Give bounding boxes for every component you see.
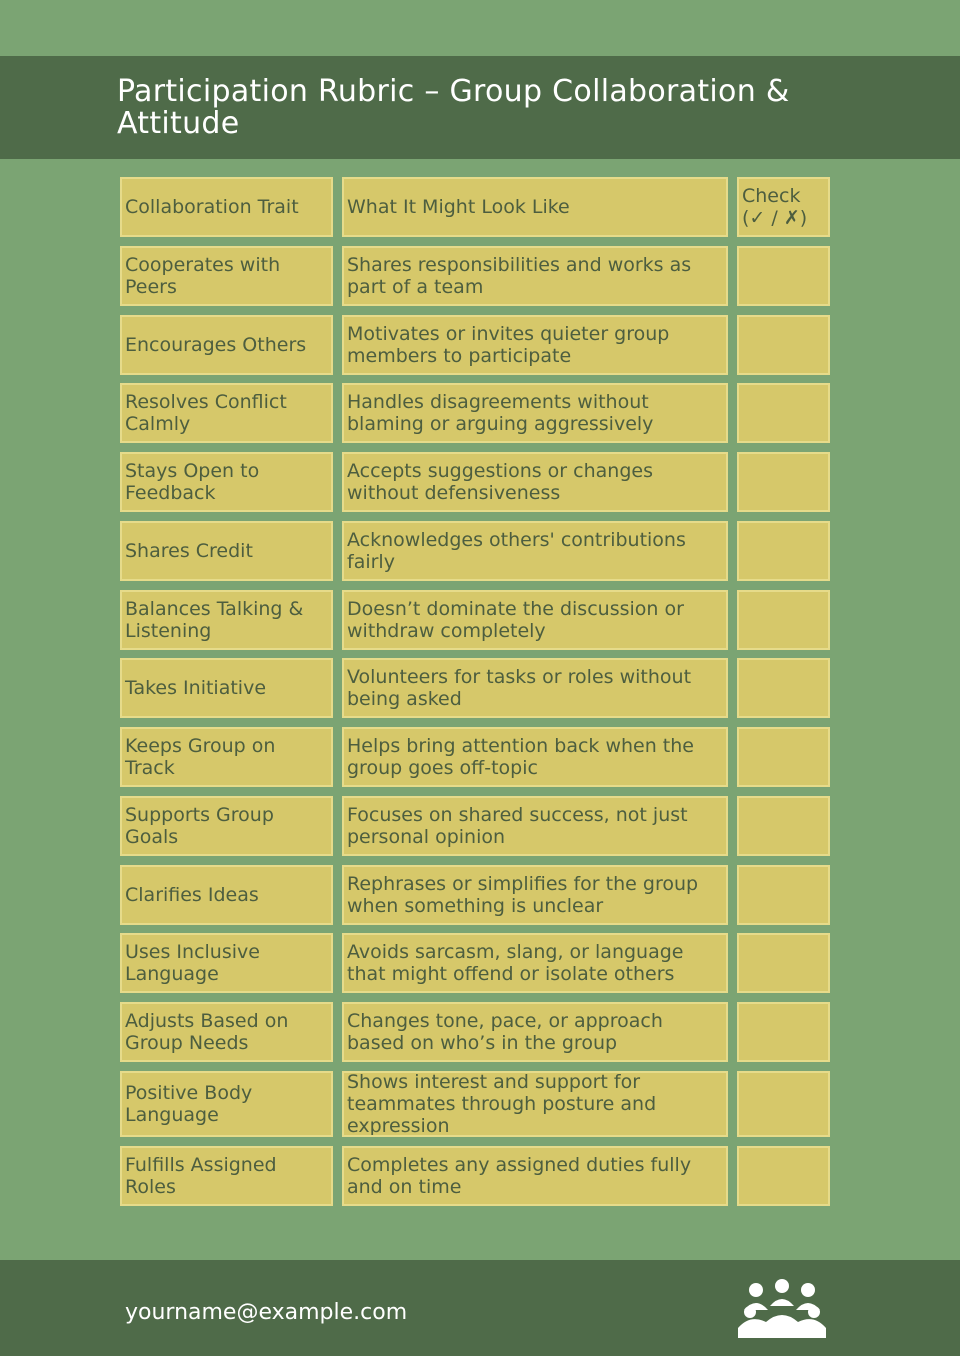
trait-cell: Adjusts Based on Group Needs: [120, 1002, 333, 1062]
trait-cell: Takes Initiative: [120, 658, 333, 718]
trait-cell: Positive Body Language: [120, 1071, 333, 1137]
check-cell[interactable]: [737, 383, 830, 443]
group-people-icon: [736, 1278, 828, 1340]
description-cell: Shows interest and support for teammates through posture and expression: [342, 1071, 728, 1137]
check-cell[interactable]: [737, 246, 830, 306]
trait-cell: Resolves Conflict Calmly: [120, 383, 333, 443]
check-cell[interactable]: [737, 315, 830, 375]
check-cell[interactable]: [737, 1071, 830, 1137]
description-cell: Handles disagreements without blaming or arguing aggressively: [342, 383, 728, 443]
column-header-description: What It Might Look Like: [342, 177, 728, 237]
check-cell[interactable]: [737, 590, 830, 650]
description-cell: Completes any assigned duties fully and on time: [342, 1146, 728, 1206]
page-title: Participation Rubric – Group Collaboration & Attitude: [117, 74, 790, 141]
description-cell: Rephrases or simplifies for the group when something is unclear: [342, 865, 728, 925]
description-cell: Acknowledges others' contributions fairly: [342, 521, 728, 581]
check-cell[interactable]: [737, 1146, 830, 1206]
check-cell[interactable]: [737, 933, 830, 993]
check-cell[interactable]: [737, 521, 830, 581]
trait-cell: Clarifies Ideas: [120, 865, 333, 925]
trait-cell: Cooperates with Peers: [120, 246, 333, 306]
trait-cell: Shares Credit: [120, 521, 333, 581]
footer-email: yourname@example.com: [125, 1300, 408, 1325]
description-cell: Changes tone, pace, or approach based on who’s in the group: [342, 1002, 728, 1062]
description-cell: Volunteers for tasks or roles without being asked: [342, 658, 728, 718]
description-cell: Helps bring attention back when the group goes off-topic: [342, 727, 728, 787]
check-cell[interactable]: [737, 796, 830, 856]
description-cell: Accepts suggestions or changes without defensiveness: [342, 452, 728, 512]
trait-cell: Supports Group Goals: [120, 796, 333, 856]
description-cell: Doesn’t dominate the discussion or withdraw completely: [342, 590, 728, 650]
trait-cell: Stays Open to Feedback: [120, 452, 333, 512]
column-header-check: Check (✓ / ✗): [737, 177, 830, 237]
description-cell: Focuses on shared success, not just personal opinion: [342, 796, 728, 856]
check-cell[interactable]: [737, 727, 830, 787]
trait-cell: Uses Inclusive Language: [120, 933, 333, 993]
check-cell[interactable]: [737, 865, 830, 925]
trait-cell: Keeps Group on Track: [120, 727, 333, 787]
trait-cell: Fulfills Assigned Roles: [120, 1146, 333, 1206]
description-cell: Avoids sarcasm, slang, or language that might offend or isolate others: [342, 933, 728, 993]
column-header-trait: Collaboration Trait: [120, 177, 333, 237]
description-cell: Motivates or invites quieter group members to participate: [342, 315, 728, 375]
check-cell[interactable]: [737, 658, 830, 718]
check-cell[interactable]: [737, 452, 830, 512]
description-cell: Shares responsibilities and works as part of a team: [342, 246, 728, 306]
check-cell[interactable]: [737, 1002, 830, 1062]
trait-cell: Encourages Others: [120, 315, 333, 375]
trait-cell: Balances Talking & Listening: [120, 590, 333, 650]
